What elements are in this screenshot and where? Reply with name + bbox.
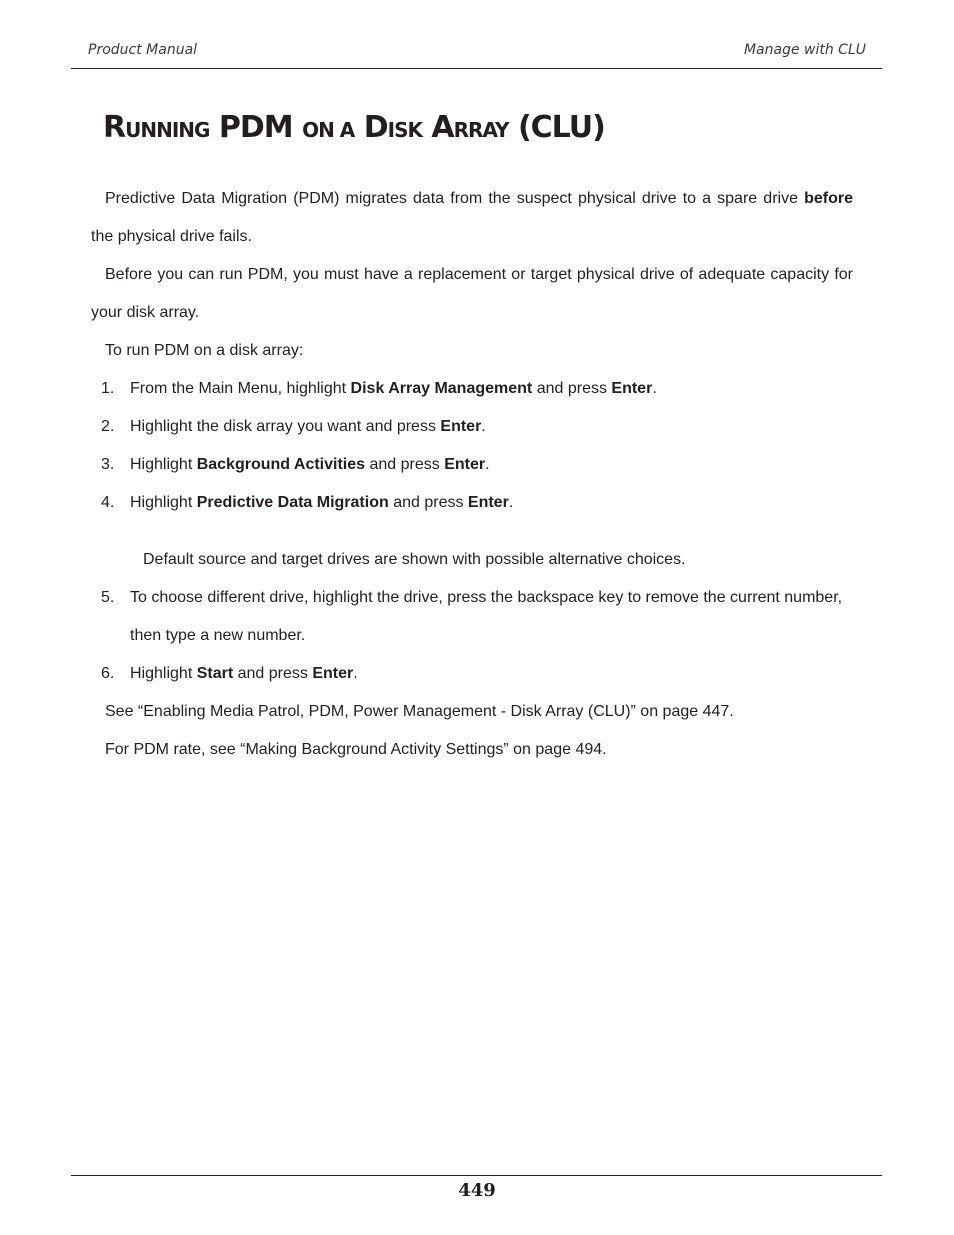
text-run: and press	[388, 494, 468, 511]
step-text	[130, 408, 853, 446]
title-part: (CLU)	[517, 110, 605, 145]
text-run: Highlight the disk array you want and press	[130, 418, 441, 435]
list-item	[91, 408, 853, 446]
footer-rule	[71, 1175, 882, 1176]
text-run: the physical drive fails.	[91, 228, 252, 245]
bold-term: Background Activities	[196, 456, 366, 473]
step-text: To choose different drive, highlight the drive, press the backspace key to remove the current number, then type a new number.	[130, 589, 843, 644]
text-run: and press	[532, 380, 612, 397]
list-item	[91, 484, 853, 522]
step-number: 3.	[101, 456, 115, 473]
step-text	[130, 484, 853, 522]
text-run: .	[652, 380, 657, 397]
step-note: Default source and target drives are shown with possible alternative choices.	[143, 551, 686, 568]
text-run: From the Main Menu, highlight	[130, 380, 351, 397]
title-part: RRAY	[453, 118, 509, 142]
bold-term: Predictive Data Migration	[196, 494, 389, 511]
text-run: .	[481, 418, 486, 435]
bold-term: Enter	[444, 456, 486, 473]
title-part: ISK	[387, 118, 422, 142]
title-part: UNNING	[125, 118, 210, 142]
title-part: PDM	[218, 110, 293, 145]
title-part: D	[363, 110, 388, 145]
bold-term: Enter	[611, 380, 653, 397]
prerequisite-paragraph: Before you can run PDM, you must have a replacement or target physical drive of adequate capacity for your disk array.	[91, 266, 853, 321]
step-text	[130, 446, 853, 484]
bold-term: Start	[196, 665, 234, 682]
text-run: .	[508, 494, 514, 511]
page-content	[91, 180, 853, 769]
procedure-intro: To run PDM on a disk array:	[105, 342, 304, 359]
text-run: and press	[233, 665, 313, 682]
bold-term: Disk Array Management	[350, 380, 533, 397]
text-run: .	[485, 456, 490, 473]
step-number: 6.	[101, 665, 115, 682]
cross-reference-background-settings[interactable]: For PDM rate, see “Making Background Activity Settings” on page 494.	[105, 741, 607, 758]
text-run: Highlight	[130, 665, 197, 682]
step-number: 1.	[101, 380, 115, 397]
step-number: 5.	[101, 589, 115, 606]
text-run: and press	[365, 456, 445, 473]
intro-paragraph	[91, 180, 853, 256]
step-number: 2.	[101, 418, 115, 435]
step-number: 4.	[101, 494, 115, 511]
step-text	[130, 370, 853, 408]
step-text	[130, 655, 853, 693]
cross-reference-media-patrol[interactable]: See “Enabling Media Patrol, PDM, Power Management - Disk Array (CLU)” on page 447.	[105, 703, 734, 720]
list-item	[91, 579, 853, 655]
bold-term: Enter	[312, 665, 354, 682]
title-part: ON A	[302, 118, 355, 142]
list-item	[91, 446, 853, 484]
page-header	[71, 40, 882, 69]
text-run: Highlight	[130, 494, 197, 511]
list-item	[91, 655, 853, 693]
bold-term: Enter	[440, 418, 482, 435]
bold-term: Enter	[467, 494, 509, 511]
list-item	[91, 370, 853, 408]
text-run: Predictive Data Migration (PDM) migrates data from the suspect physical drive to a spare drive	[105, 190, 805, 207]
title-part: R	[103, 110, 126, 145]
text-run: Highlight	[130, 456, 197, 473]
text-run: .	[353, 665, 358, 682]
title-part: A	[431, 110, 454, 145]
bold-term: before	[804, 190, 853, 207]
header-section-title: Manage with CLU	[743, 42, 866, 58]
header-manual-title: Product Manual	[88, 42, 198, 58]
page-number: 449	[458, 1180, 496, 1201]
page-title	[103, 110, 605, 145]
